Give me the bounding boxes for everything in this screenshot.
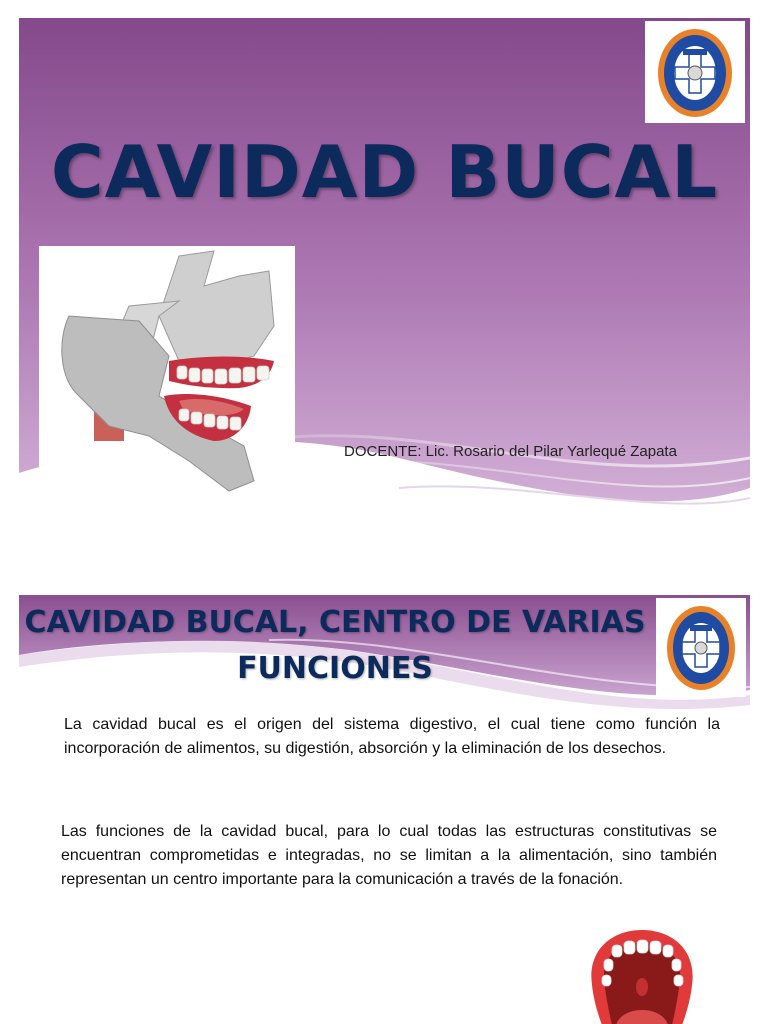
slide1-title: CAVIDAD BUCAL: [50, 130, 719, 214]
institution-logo-icon: [645, 21, 745, 123]
mouth-illustration: [582, 925, 702, 1024]
slide2-title-line1: CAVIDAD BUCAL, CENTRO DE VARIAS: [24, 605, 646, 640]
teacher-credit: DOCENTE: Lic. Rosario del Pilar Yarlequé Zapata: [344, 443, 677, 460]
content-slide: [19, 595, 750, 1024]
institution-logo-icon: [656, 598, 746, 697]
slide2-title-line2: FUNCIONES: [237, 651, 433, 686]
jaw-image: [39, 246, 295, 506]
paragraph-functions: Las funciones de la cavidad bucal, para lo cual todas las estructuras constitutivas se encuentran comprometidas e integradas, no se limitan a la alimentación, sino también representan un centro importante para la comunicación a través de la fonación.: [61, 823, 717, 888]
open-mouth-icon: [582, 925, 702, 1024]
jaw-skull-icon: [39, 246, 295, 506]
institution-logo: [656, 598, 746, 697]
title-slide: [19, 18, 750, 518]
institution-logo: [645, 21, 745, 123]
paragraph-digestive-origin: La cavidad bucal es el origen del sistema digestivo, el cual tiene como función la incorporación de alimentos, su digestión, absorción y la eliminación de los desechos.: [64, 716, 720, 757]
